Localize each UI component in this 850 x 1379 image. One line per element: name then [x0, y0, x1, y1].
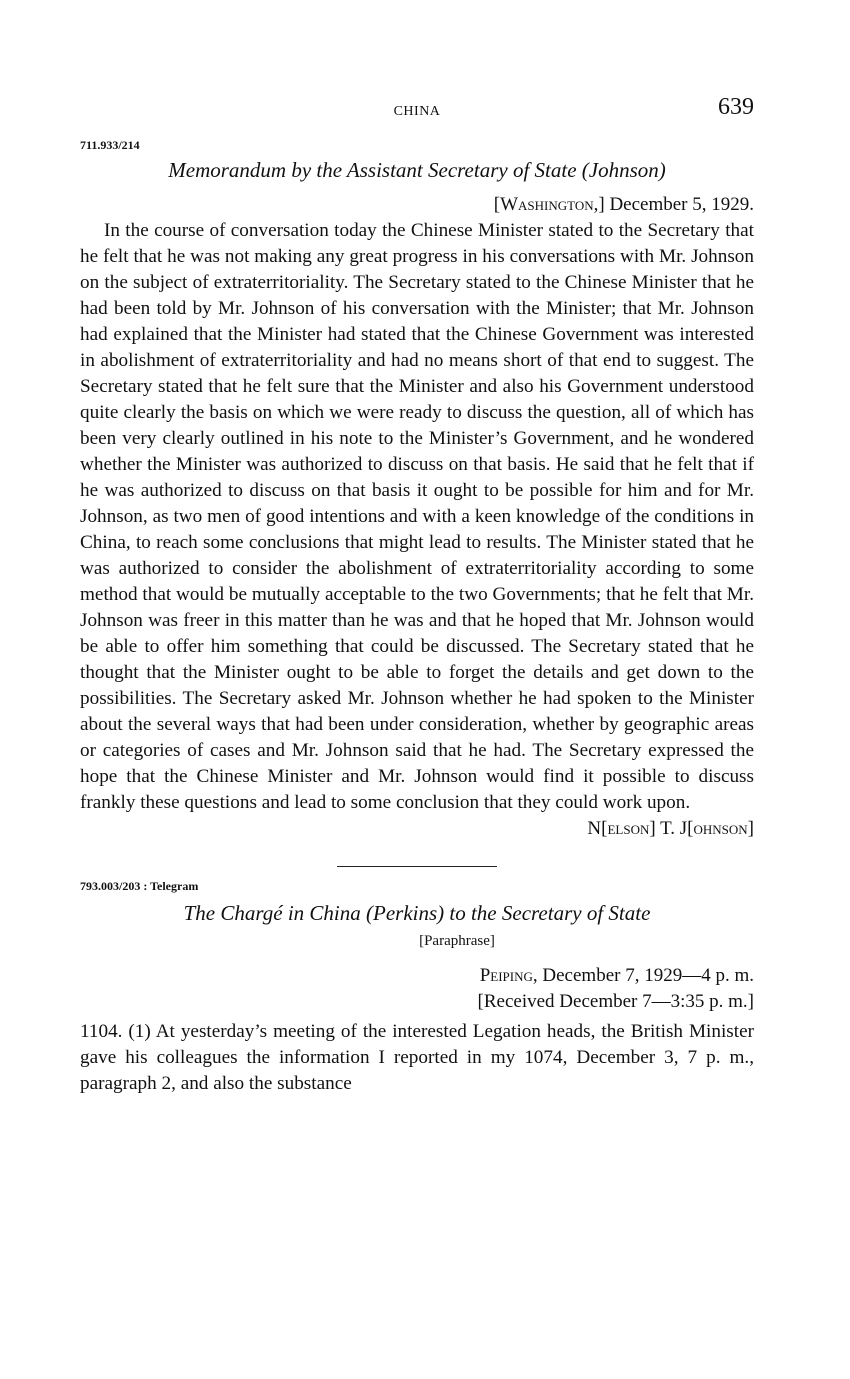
running-head	[80, 92, 754, 128]
running-head-title: CHINA	[393, 104, 441, 119]
section-divider	[337, 866, 497, 867]
memo-signature: N[elson] T. J[ohnson]	[587, 818, 754, 839]
memo-dateline	[80, 192, 754, 218]
memo-date: December 5, 1929.	[609, 194, 754, 215]
telegram-date: December 7, 1929—4 p. m.	[542, 965, 754, 986]
memo-file-reference: 711.933/214	[80, 138, 140, 152]
memo-body-paragraph: In the course of conversation today the Chinese Minister stated to the Secretary that he felt that he was not making any great progress in his conversations with Mr. Johnson on the subject of extraterritoriality. The Secretary stated to the Chinese Minister that he had been told by Mr. Johnson of his conversation with the Minister; that Mr. Johnson had explained that the Minister had stated that the Chinese Government was interested in abolishment of extraterritoriality and had no means short of that end to suggest. The Secretary stated that he felt sure that the Minister and also his Government understood quite clearly the basis on which we were ready to discuss the question, all of which has been very clearly outlined in his note to the Minister’s Government, and he wondered whether the Minister was authorized to discuss on that basis. He said that he felt that if he was authorized to discuss on that basis it ought to be possible for him and for Mr. Johnson, as two men of good intentions and with a keen knowledge of the conditions in China, to reach some conclusions that might lead to results. The Minister stated that he was authorized to consider the abolishment of extraterritoriality according to some method that would be mutually acceptable to the two Governments; that he felt that Mr. Johnson was freer in this matter than he was and that he hoped that Mr. Johnson would be able to offer him something that could be discussed. The Secretary stated that he thought that the Minister ought to be able to forget the details and get down to the possibilities. The Secretary asked Mr. Johnson whether he had spoken to the Minister about the several ways that had been under consideration, whether by geographic areas or categories of cases and Mr. Johnson said that he had. The Secretary expressed the hope that the Chinese Minister and Mr. Johnson would find it possible to discuss frankly these questions and lead to some conclusion that they could work upon.	[80, 220, 754, 813]
telegram-subtitle: [Paraphrase]	[419, 933, 495, 949]
telegram-title: The Chargé in China (Perkins) to the Secretary of State	[183, 901, 651, 925]
memo-place: [Washington,]	[493, 194, 605, 215]
telegram-file-reference: 793.003/203 : Telegram	[80, 879, 199, 893]
telegram-place: Peiping,	[479, 965, 538, 986]
memo-title: Memorandum by the Assistant Secretary of State (Johnson)	[168, 158, 666, 182]
page-number: 639	[718, 94, 754, 120]
telegram-received: [Received December 7—3:35 p. m.]	[477, 991, 754, 1012]
telegram-body-paragraph: 1104. (1) At yesterday’s meeting of the interested Legation heads, the British Minister gave his colleagues the information I reported in my 1074, December 3, 7 p. m., paragraph 2, and also the substance	[80, 1021, 754, 1094]
telegram-dateline	[80, 963, 754, 989]
document-page	[80, 92, 754, 1097]
